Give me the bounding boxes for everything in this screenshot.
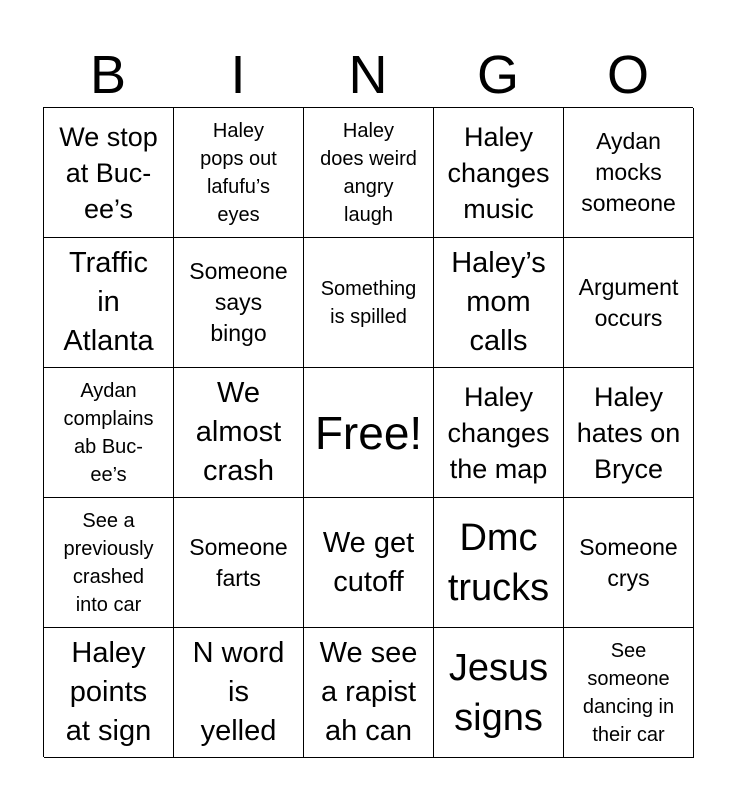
cell-text: We stop at Buc- ee’s <box>59 121 158 224</box>
bingo-header <box>43 40 693 110</box>
header-letter-i: I <box>230 45 246 105</box>
bingo-cell[interactable] <box>174 628 304 758</box>
bingo-cell[interactable] <box>564 498 694 628</box>
header-letter-n: N <box>348 45 388 105</box>
cell-text: We see a rapist ah can <box>319 637 418 747</box>
cell-text: Traffic in Atlanta <box>63 247 154 357</box>
free-space-text: Free! <box>314 406 423 459</box>
cell-text: Aydan mocks someone <box>581 128 676 216</box>
cell-text: Haley pops out lafufu’s eyes <box>200 119 277 226</box>
cell-text: Dmc trucks <box>447 516 550 609</box>
bingo-cell-free[interactable] <box>304 368 434 498</box>
bingo-cell[interactable] <box>44 628 174 758</box>
cell-text: Haley does weird angry laugh <box>320 119 417 226</box>
header-letter-b: B <box>89 45 127 105</box>
cell-text: We get cutoff <box>322 526 415 598</box>
bingo-cell[interactable] <box>434 628 564 758</box>
bingo-cell[interactable] <box>304 238 434 368</box>
bingo-cell[interactable] <box>564 628 694 758</box>
cell-text: Someone says bingo <box>189 258 288 346</box>
header-letter-g: G <box>476 45 519 105</box>
bingo-cell[interactable] <box>44 368 174 498</box>
bingo-cell[interactable] <box>174 498 304 628</box>
bingo-cell[interactable] <box>434 498 564 628</box>
cell-text: See someone dancing in their car <box>582 639 675 746</box>
bingo-cell[interactable] <box>434 368 564 498</box>
cell-text: We almost crash <box>195 377 282 487</box>
bingo-cell[interactable] <box>434 238 564 368</box>
cell-text: Something is spilled <box>320 277 417 328</box>
bingo-cell[interactable] <box>564 368 694 498</box>
cell-text: Aydan complains ab Buc- ee’s <box>63 379 154 486</box>
cell-text: Haley changes the map <box>447 381 550 484</box>
bingo-cell[interactable] <box>174 238 304 368</box>
cell-text: Haley hates on Bryce <box>576 381 681 484</box>
bingo-cell[interactable] <box>174 108 304 238</box>
cell-text: N word is yelled <box>192 637 285 747</box>
bingo-cell[interactable] <box>44 498 174 628</box>
cell-text: Haley points at sign <box>65 637 152 747</box>
bingo-cell[interactable] <box>304 628 434 758</box>
header-letter-o: O <box>606 45 649 105</box>
cell-text: Someone crys <box>579 533 678 591</box>
bingo-cell[interactable] <box>564 238 694 368</box>
bingo-cell[interactable] <box>434 108 564 238</box>
bingo-cell[interactable] <box>304 498 434 628</box>
cell-text: Haley’s mom calls <box>451 247 546 357</box>
bingo-cell[interactable] <box>174 368 304 498</box>
bingo-cell[interactable] <box>304 108 434 238</box>
bingo-grid <box>43 107 693 757</box>
bingo-cell[interactable] <box>44 108 174 238</box>
cell-text: Jesus signs <box>448 646 549 739</box>
bingo-cell[interactable] <box>564 108 694 238</box>
cell-text: Argument occurs <box>578 273 679 331</box>
cell-text: Someone farts <box>189 533 288 591</box>
cell-text: See a previously crashed into car <box>63 509 154 616</box>
cell-text: Haley changes music <box>447 121 550 224</box>
bingo-cell[interactable] <box>44 238 174 368</box>
